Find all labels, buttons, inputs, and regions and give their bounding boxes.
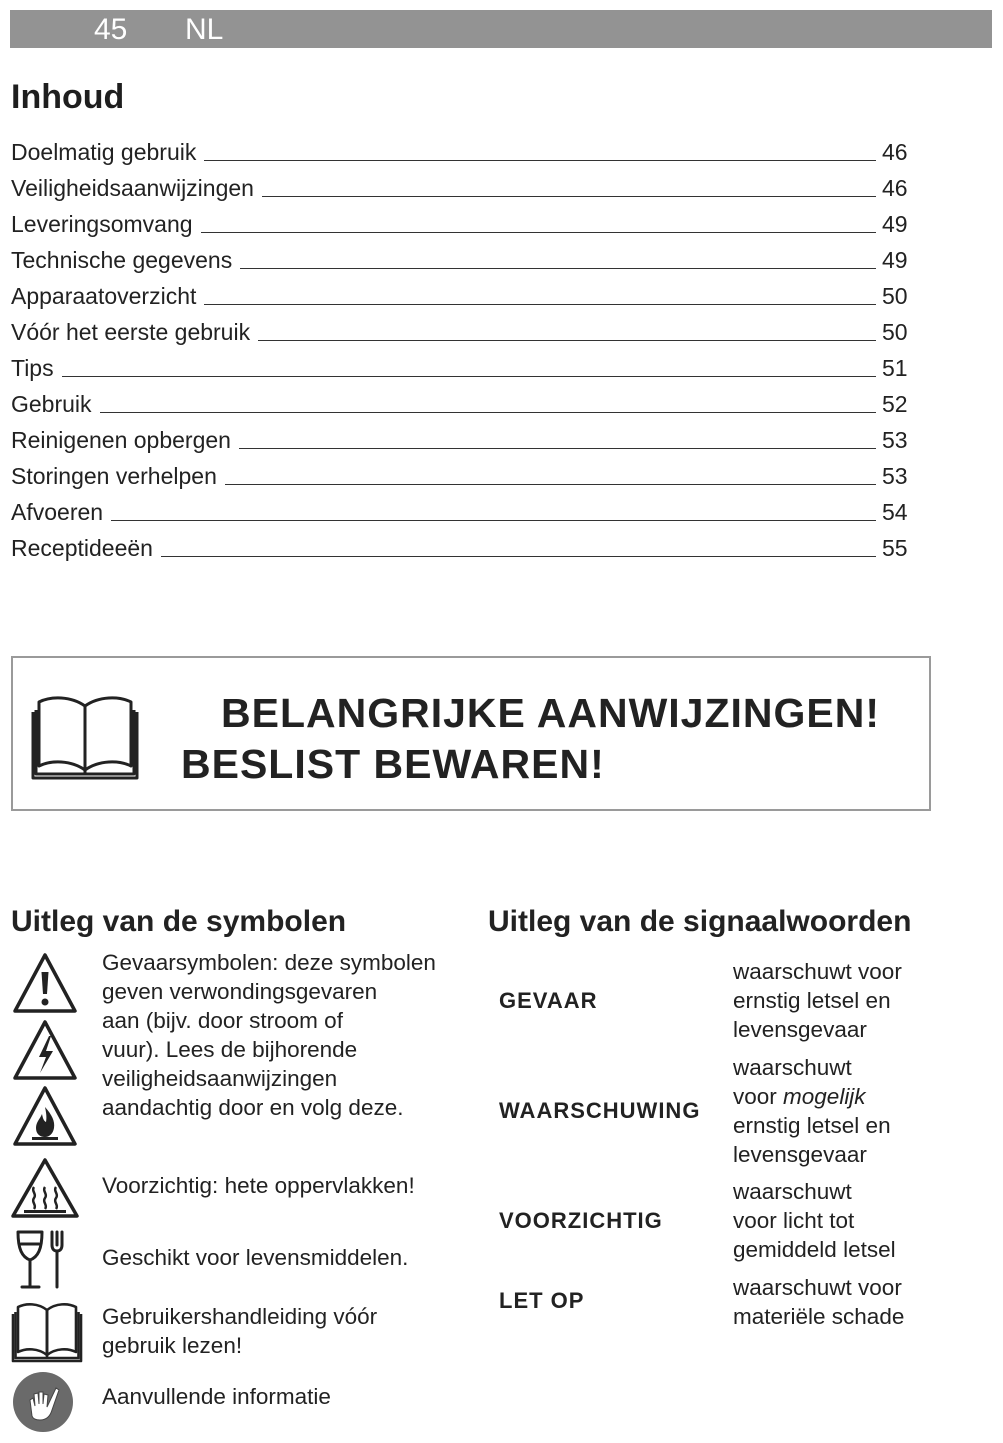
toc-entry [11,526,916,562]
hazard-symbols-description [102,948,436,1122]
signal-word-caution: VOORZICHTIG [499,1208,663,1233]
toc-leader-line [258,340,876,341]
text-line: ernstig letsel en [733,1113,891,1138]
toc-entry [11,382,916,418]
manual-description [102,1302,377,1360]
toc-leader-line [100,412,876,413]
toc-leader-line [201,232,876,233]
open-book-icon [29,690,141,782]
toc-entry [11,274,916,310]
toc-leader-line [240,268,876,269]
text-line: waarschuwt [733,1179,852,1204]
toc-leader-line [239,448,876,449]
toc-entry [11,166,916,202]
warning-exclamation-icon [12,952,78,1014]
signal-word-warning: WAARSCHUWING [499,1098,701,1123]
info-description: Aanvullende informatie [102,1384,331,1409]
signal-word-danger-description [733,957,902,1044]
text-line: materiële schade [733,1304,905,1329]
toc-entry [11,490,916,526]
text-line: vuur). Lees de bijhorende [102,1037,358,1062]
toc-entry-page: 49 [882,211,908,237]
toc-entry-label: Veiligheidsaanwijzingen [11,175,254,201]
fire-hazard-icon [12,1085,78,1147]
toc-entry [11,202,916,238]
toc-entry [11,454,916,490]
toc-entry-page: 55 [882,535,908,561]
important-notice-box [11,656,931,811]
toc-entry [11,418,916,454]
toc-entry-page: 46 [882,139,908,165]
toc-leader-line [262,196,876,197]
toc-entry [11,238,916,274]
toc-entry-label: Vóór het eerste gebruik [11,319,251,345]
toc-entry-label: Doelmatig gebruik [11,139,197,165]
text-line: aandachtig door en volg deze. [102,1095,404,1120]
text-line: waarschuwt [733,1055,852,1080]
text-line [733,1082,891,1111]
toc-leader-line [111,520,876,521]
toc-leader-line [204,304,876,305]
text-line: aan (bijv. door stroom of [102,1008,343,1033]
toc-entry [11,310,916,346]
emphasis-text: mogelijk [783,1084,866,1109]
toc-entry-label: Apparaatoverzicht [11,283,197,309]
signal-word-warning-description [733,1053,891,1169]
toc-entry-page: 53 [882,463,908,489]
text-line: levensgevaar [733,1142,867,1167]
toc-entry-label: Afvoeren [11,499,104,525]
signal-word-notice-description [733,1273,904,1331]
toc-title: Inhoud [11,78,125,116]
toc-entry [11,346,916,382]
toc-entry-page: 50 [882,283,908,309]
page-number: 45 [94,13,128,46]
toc-leader-line [62,376,876,377]
hand-info-icon [10,1370,76,1434]
signal-word-danger: GEVAAR [499,988,598,1013]
hot-surface-icon [10,1157,80,1219]
text-line: gemiddeld letsel [733,1237,896,1262]
text-line: gebruik lezen! [102,1333,243,1358]
toc-entry [11,130,916,166]
toc-entry-label: Technische gegevens [11,247,233,273]
signal-word-notice: LET OP [499,1288,585,1313]
toc-entry-page: 54 [882,499,908,525]
toc-entry-label: Reinigenen opbergen [11,427,231,453]
text-line: ernstig letsel en [733,988,891,1013]
text-line: veiligheidsaanwijzingen [102,1066,338,1091]
text-line: geven verwondingsgevaren [102,979,378,1004]
toc-entry-label: Leveringsomvang [11,211,193,237]
text-line: waarschuwt voor [733,959,902,984]
text-line: voor licht tot [733,1208,855,1233]
language-code: NL [185,13,224,46]
toc-entry-page: 52 [882,391,908,417]
toc-entry-label: Storingen verhelpen [11,463,217,489]
signal-words-section-title: Uitleg van de signaalwoorden [488,905,912,938]
toc-entry-label: Gebruik [11,391,92,417]
text-line: waarschuwt voor [733,1275,902,1300]
toc-leader-line [225,484,876,485]
toc-leader-line [161,556,876,557]
toc-entry-label: Receptideeën [11,535,153,561]
toc-entry-page: 49 [882,247,908,273]
toc-entry-page: 51 [882,355,908,381]
text-line: Gebruikershandleiding vóór [102,1304,378,1329]
text-line: levensgevaar [733,1017,867,1042]
signal-word-caution-description [733,1177,896,1264]
read-manual-icon [10,1300,84,1364]
symbols-section-title: Uitleg van de symbolen [11,905,347,938]
table-of-contents [11,130,916,562]
toc-entry-page: 50 [882,319,908,345]
notice-line-1: BELANGRIJKE AANWIJZINGEN! [221,690,880,736]
page-header-bar [10,10,992,48]
toc-entry-label: Tips [11,355,54,381]
hot-surfaces-description: Voorzichtig: hete oppervlakken! [102,1173,415,1198]
toc-entry-page: 53 [882,427,908,453]
food-safe-description: Geschikt voor levensmiddelen. [102,1245,409,1270]
text-fragment: voor [733,1084,784,1109]
electric-shock-icon [12,1019,78,1081]
toc-leader-line [204,160,876,161]
text-line: Gevaarsymbolen: deze symbolen [102,950,436,975]
notice-line-2: BESLIST BEWAREN! [181,741,605,787]
toc-entry-page: 46 [882,175,908,201]
food-safe-icon [14,1229,72,1291]
